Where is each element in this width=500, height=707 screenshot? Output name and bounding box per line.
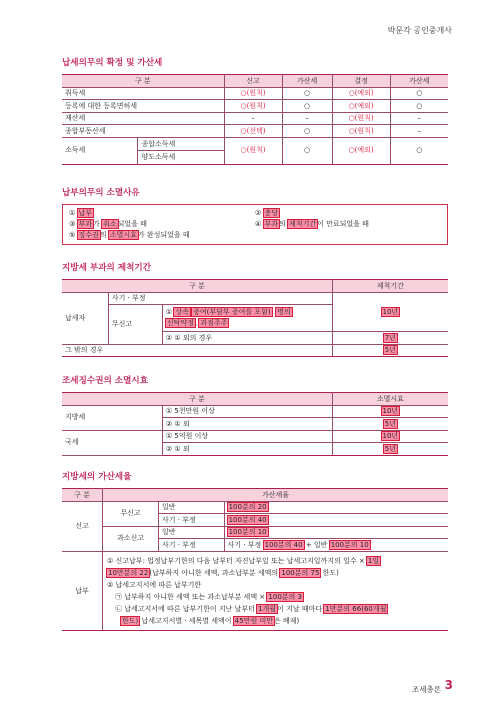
row-label: 납세자 [62, 292, 108, 344]
row-label: ② ① 외 [162, 443, 332, 456]
header-cell: 제척기간 [332, 280, 448, 293]
list-item: ⑤ 징수권의 소멸시효가 완성되었을 때 [69, 230, 190, 239]
cell: ○(원칙) [224, 100, 282, 113]
section-prescription [62, 374, 448, 456]
income-tax-cell [62, 137, 224, 164]
confirmation-table [62, 74, 448, 165]
payment-cell: ① 신고납부: 법정납부기한의 다음 날부터 자진납부일 또는 납세고지일까지의 일수 × 1일 10만분의 22(납부하지 아니한 세액, 과소납부분 세액의 100분의 75 한도) ② 납세고지서에 따른 납부기한 ㉠ 납부하지 아니한 세액 또는 과소납부분 세액 × 100분의 3 ㉡ 납세고지서에 따른 납부기한이 지난 날부터 1개월이 지날 때마다 1만분의 66(60개월 한도) 납세고지서별 · 세목별 세액이 45만원 미만은 배제) [103, 551, 448, 630]
section-title: 지방세 부과의 제척기간 [62, 263, 151, 273]
rate-cell: 100분의 20 [224, 501, 448, 514]
table-row [62, 125, 448, 138]
section-confirmation [62, 56, 448, 165]
income-subtable [62, 138, 224, 164]
header-cell: 가산세율 [103, 489, 448, 502]
period-cell: 5년 [332, 344, 448, 357]
inheritance-cell: ① 상속·증여(부담부 증여를 포함), 명의 신탁약정, 과점주주 [162, 305, 332, 332]
tax-name: 종합부동산세 [62, 125, 224, 138]
cell: – [224, 112, 282, 125]
header-cell: 가산세 [390, 75, 448, 88]
header-cell: 구 분 [62, 75, 224, 88]
table-row [62, 100, 448, 113]
cell: ○(원칙) [332, 112, 390, 125]
period-cell: 7년 [332, 332, 448, 345]
cell: ○(예외) [332, 87, 390, 100]
cell: ○(예외) [332, 100, 390, 113]
cell: ○(원칙) [224, 87, 282, 100]
row-label: 사기 · 부정 [108, 292, 332, 305]
cell: – [390, 125, 448, 138]
period-cell: 5년 [332, 443, 448, 456]
period-cell: 5년 [332, 418, 448, 431]
cell: ○ [390, 137, 448, 164]
cell: ○(선택) [224, 125, 282, 138]
section-extinction [62, 186, 448, 245]
list-item: ③ 부과가 취소되었을 때 [69, 219, 147, 228]
row-label: ② ① 외의 경우 [162, 332, 332, 345]
cell: ○ [282, 125, 332, 138]
period-cell: 10년 [332, 430, 448, 443]
penalty-table [62, 488, 448, 631]
cell: ○ [282, 100, 332, 113]
row-label: 무신고 [103, 501, 159, 526]
header-cell: 소멸시효 [332, 393, 448, 406]
table-row [62, 137, 448, 164]
section-title: 지방세의 가산세율 [62, 472, 132, 482]
section-exclusion-period [62, 261, 448, 357]
extinction-box [62, 204, 448, 245]
header-cell: 구 분 [62, 489, 103, 502]
tax-name: 소득세 [62, 138, 138, 164]
header-cell: 구 분 [62, 280, 332, 293]
cell: ○(원칙) [332, 125, 390, 138]
tax-name: 취득세 [62, 87, 224, 100]
row-label: 사기 · 부정 [158, 539, 224, 552]
section-title: 조세징수권의 소멸시효 [62, 376, 149, 386]
page-number: 3 [444, 678, 453, 692]
list-item: ④ 부과의 제척기간이 만료되었을 때 [255, 219, 369, 228]
sub-tax-name: 양도소득세 [141, 153, 176, 162]
cell: ○ [282, 87, 332, 100]
period-cell: 10년 [332, 405, 448, 418]
row-label: 일반 [158, 501, 224, 514]
row-label: ② ① 외 [162, 418, 332, 431]
cell: ○ [390, 87, 448, 100]
cell: ○(원칙) [224, 137, 282, 164]
page-header: 박문각 공인중개사 [387, 26, 452, 35]
cell: ○ [390, 100, 448, 113]
row-label: 무신고 [108, 305, 162, 345]
section-penalty-rate [62, 470, 448, 631]
row-label: 지방세 [62, 405, 162, 430]
footer-title: 조세총론 [412, 685, 441, 694]
row-label: 신고 [62, 501, 103, 551]
header-cell: 신고 [224, 75, 282, 88]
period-cell: 10년 [332, 292, 448, 332]
table-row [62, 112, 448, 125]
rate-cell: 100분의 40 [224, 514, 448, 527]
header-cell: 가산세 [282, 75, 332, 88]
exclusion-table [62, 279, 448, 357]
sub-tax-name: 종합소득세 [138, 138, 224, 151]
list-item: ① 납부 [69, 209, 93, 217]
table-row [62, 87, 448, 100]
cell: – [390, 112, 448, 125]
rate-cell: 100분의 10 [224, 526, 448, 539]
row-label: 그 밖의 경우 [62, 344, 332, 357]
row-label: 국세 [62, 430, 162, 455]
header-cell: 결정 [332, 75, 390, 88]
row-label: 사기 · 부정 [158, 514, 224, 527]
row-label: 납부 [62, 551, 103, 630]
section-title: 납세의무의 확정 및 가산세 [62, 58, 163, 68]
prescription-table [62, 392, 448, 456]
row-label: ① 5억원 이상 [162, 430, 332, 443]
header-cell: 구 분 [62, 393, 332, 406]
row-label: 일반 [158, 526, 224, 539]
row-label: 과소신고 [103, 526, 159, 551]
rate-cell: 사기 · 부정 100분의 40 + 일반 100분의 10 [224, 539, 448, 552]
tax-name: 등록에 대한 등록면허세 [62, 100, 224, 113]
tax-name: 재산세 [62, 112, 224, 125]
cell: ○ [282, 137, 332, 164]
row-label: ① 5천만원 이상 [162, 405, 332, 418]
cell: ○(예외) [332, 137, 390, 164]
section-title: 납부의무의 소멸사유 [62, 188, 140, 198]
cell: – [282, 112, 332, 125]
list-item: ② 충당 [255, 209, 279, 217]
